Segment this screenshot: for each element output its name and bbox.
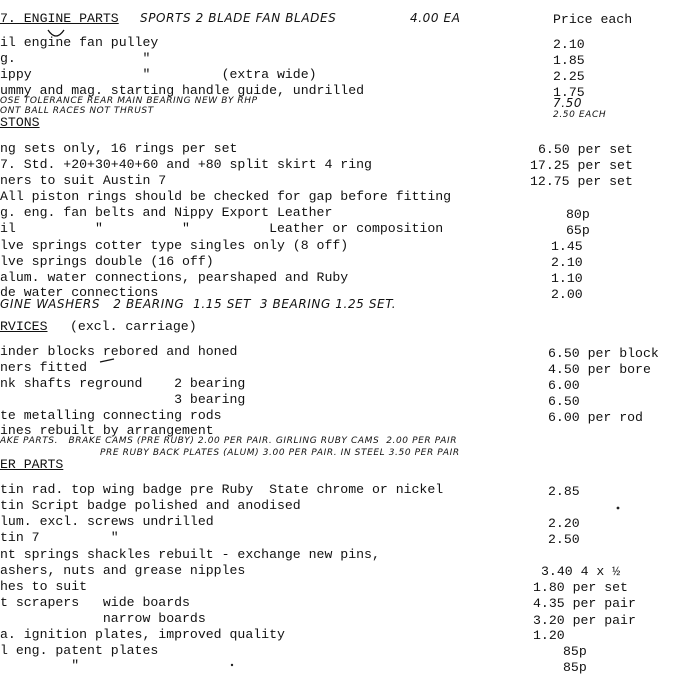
item-text: l eng. patent plates — [0, 643, 159, 658]
section-heading-pistons: STONS — [0, 115, 40, 130]
item-price: 2.50 — [548, 532, 580, 547]
item-price: 80p — [566, 207, 590, 222]
item-text: nk shafts reground 2 bearing — [0, 376, 246, 391]
item-text: de water connections — [0, 285, 159, 300]
item-text: inder blocks rebored and honed — [0, 344, 238, 359]
item-price: 1.80 per set — [533, 580, 628, 595]
item-text: lve springs double (16 off) — [0, 254, 214, 269]
handwritten-engine-washers-note: GINE WASHERS 2 BEARING 1.15 SET 3 BEARING 1.25 SET. — [0, 297, 397, 311]
item-price: 6.00 per rod — [548, 410, 643, 425]
item-price: 2.10 — [551, 255, 583, 270]
item-text: te metalling connecting rods — [0, 408, 222, 423]
item-text: narrow boards — [0, 611, 206, 626]
item-text: tin Script badge polished and anodised — [0, 498, 301, 513]
item-price: 12.75 per set — [530, 174, 633, 189]
handwritten-bearing-note: OSE TOLERANCE REAR MAIN BEARING NEW BY RHP — [0, 96, 258, 106]
item-text: g. eng. fan belts and Nippy Export Leather — [0, 205, 333, 220]
handwritten-fan-blades-note: SPORTS 2 BLADE FAN BLADES — [140, 11, 337, 25]
item-text: il " " Leather or composition — [0, 221, 444, 236]
item-text: lum. excl. screws undrilled — [0, 514, 214, 529]
item-text: tin rad. top wing badge pre Ruby State chrome or nickel — [0, 482, 444, 497]
item-price: 4.50 per bore — [548, 362, 651, 377]
item-price: 85p — [563, 644, 587, 659]
handwritten-back-plates-note: PRE RUBY BACK PLATES (ALUM) 3.00 PER PAIR. IN STEEL 3.50 PER PAIR — [100, 448, 460, 458]
item-text: ners to suit Austin 7 — [0, 173, 167, 188]
item-text: alum. water connections, pearshaped and Ruby — [0, 270, 349, 285]
item-text: " — [0, 658, 80, 673]
item-price: 1.10 — [551, 271, 583, 286]
services-carriage-note: (excl. carriage) — [70, 319, 197, 334]
handwritten-bearing-price: 7.50 — [553, 96, 583, 110]
item-price: 3.20 per pair — [533, 613, 636, 628]
item-text: a. ignition plates, improved quality — [0, 627, 285, 642]
section-heading-services: RVICES — [0, 319, 48, 334]
section-heading-other-parts: ER PARTS — [0, 457, 64, 472]
item-price: 1.45 — [551, 239, 583, 254]
item-price: 2.85 — [548, 484, 580, 499]
item-price: 2.25 — [553, 69, 585, 84]
item-price: 2.20 — [548, 516, 580, 531]
item-text: ners fitted — [0, 360, 88, 375]
price-column-header: Price each — [553, 12, 633, 27]
item-text: il engine fan pulley — [0, 35, 159, 50]
item-price: 1.75 — [553, 85, 585, 100]
item-text: t scrapers wide boards — [0, 595, 190, 610]
item-text: All piston rings should be checked for gap before fitting — [0, 189, 452, 204]
item-price: 6.00 — [548, 378, 580, 393]
item-price: 3.40 4 x ½ — [541, 564, 621, 579]
item-text: ippy " (extra wide) — [0, 67, 317, 82]
handwritten-brake-parts-note: AKE PARTS. BRAKE CAMS (PRE RUBY) 2.00 PER PAIR. GIRLING RUBY CAMS 2.00 PER PAIR — [0, 436, 458, 446]
item-price: 17.25 per set — [530, 158, 633, 173]
item-text: ummy and mag. starting handle guide, undrilled — [0, 83, 365, 98]
handwritten-races-price: 2.50 EACH — [553, 110, 607, 120]
speck-mark-2 — [231, 664, 233, 666]
item-text: lve springs cotter type singles only (8 off) — [0, 238, 349, 253]
item-text: tin 7 " — [0, 530, 119, 545]
item-price: 6.50 per set — [538, 142, 633, 157]
item-price: 2.00 — [551, 287, 583, 302]
handwritten-strike-mark — [100, 359, 114, 362]
item-text: hes to suit — [0, 579, 88, 594]
item-text: g. " — [0, 51, 151, 66]
item-text: ng sets only, 16 rings per set — [0, 141, 238, 156]
item-price: 6.50 per block — [548, 346, 659, 361]
item-price: 65p — [566, 223, 590, 238]
item-price: 6.50 — [548, 394, 580, 409]
item-price: 85p — [563, 660, 587, 675]
item-price: 1.85 — [553, 53, 585, 68]
item-price: 2.10 — [553, 37, 585, 52]
item-price: 1.20 — [533, 628, 565, 643]
item-text: 3 bearing — [0, 392, 246, 407]
speck-mark — [617, 507, 620, 510]
item-text: ashers, nuts and grease nipples — [0, 563, 246, 578]
section-heading-engine-parts: 7. ENGINE PARTS — [0, 11, 119, 26]
item-text: 7. Std. +20+30+40+60 and +80 split skirt 4 ring — [0, 157, 372, 172]
handwritten-fan-blades-price: 4.00 EA — [410, 11, 461, 25]
handwritten-races-note: ONT BALL RACES NOT THRUST — [0, 106, 154, 116]
item-price: 4.35 per pair — [533, 596, 636, 611]
item-text: nt springs shackles rebuilt - exchange new pins, — [0, 547, 380, 562]
item-text: ines rebuilt by arrangement — [0, 423, 214, 438]
